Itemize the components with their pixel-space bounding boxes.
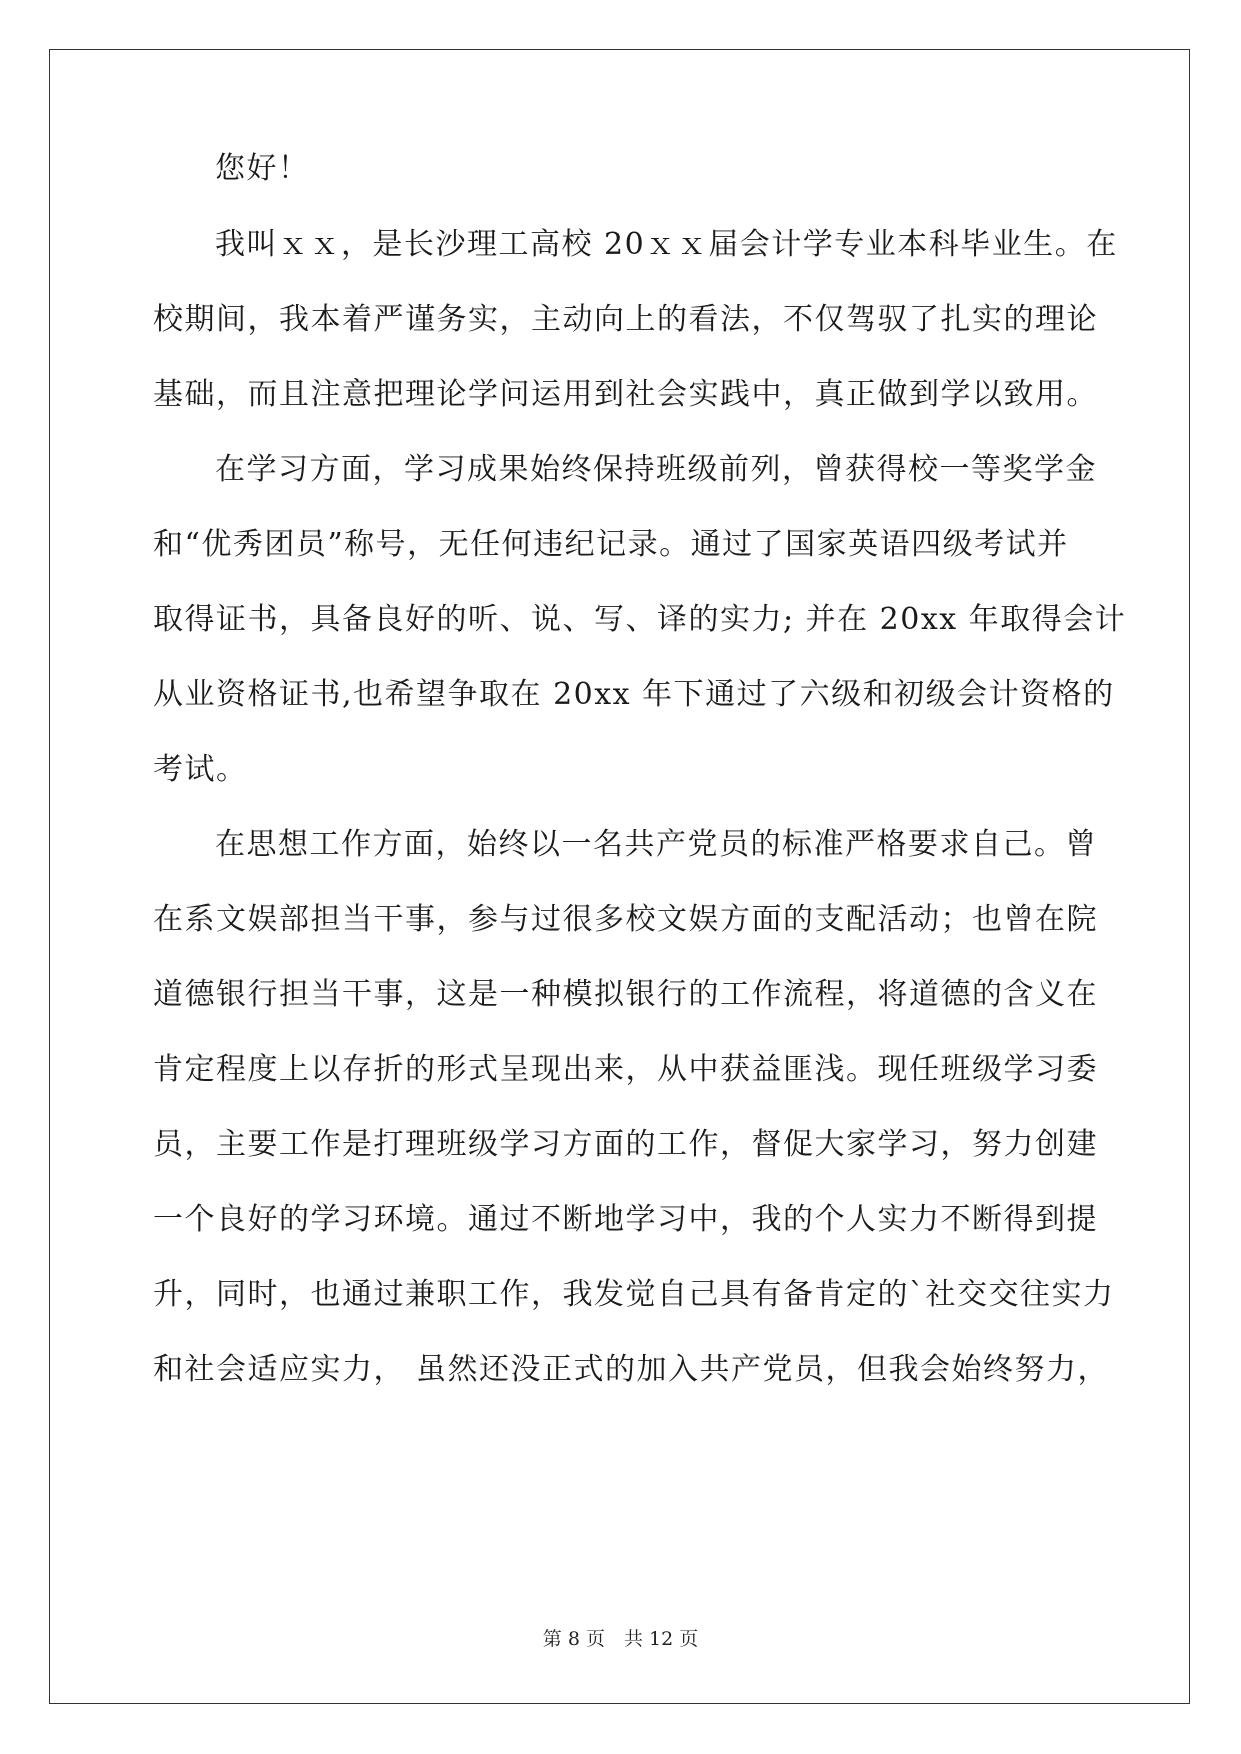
body-line-2: 校期间，我本着严谨务实，主动向上的看法，不仅驾驭了扎实的理论 (153, 302, 1098, 337)
body-line-6: 取得证书，具备良好的听、说、写、译的实力; 并在 20xx 年取得会计 (153, 602, 1127, 637)
body-line-15: 升，同时，也通过兼职工作，我发觉自己具有备肯定的`社交交往实力 (153, 1277, 1115, 1312)
body-line-14: 一个良好的学习环境。通过不断地学习中，我的个人实力不断得到提 (153, 1202, 1098, 1237)
page-number-footer: 第 8 页 共 12 页 (542, 1628, 699, 1650)
body-line-5: 和“优秀团员”称号，无任何违纪记录。通过了国家英语四级考试并 (153, 527, 1069, 562)
body-line-16: 和社会适应实力， 虽然还没正式的加入共产党员，但我会始终努力， (153, 1352, 1110, 1387)
body-line-10: 在系文娱部担当干事，参与过很多校文娱方面的支配活动；也曾在院 (153, 902, 1098, 937)
body-line-11: 道德银行担当干事，这是一种模拟银行的工作流程，将道德的含义在 (153, 977, 1098, 1012)
body-line-13: 员，主要工作是打理班级学习方面的工作，督促大家学习，努力创建 (153, 1127, 1098, 1162)
body-line-12: 肯定程度上以存折的形式呈现出来，从中获益匪浅。现任班级学习委 (153, 1052, 1098, 1087)
body-line-1: 我叫ｘｘ，是长沙理工高校 20ｘｘ届会计学专业本科毕业生。在 (215, 227, 1118, 262)
page-border (49, 49, 1190, 1704)
body-line-4: 在学习方面，学习成果始终保持班级前列，曾获得校一等奖学金 (215, 452, 1097, 487)
body-line-9: 在思想工作方面，始终以一名共产党员的标准严格要求自己。曾 (215, 827, 1097, 862)
body-line-7: 从业资格证书,也希望争取在 20xx 年下通过了六级和初级会计资格的 (153, 677, 1115, 712)
body-line-3: 基础，而且注意把理论学问运用到社会实践中，真正做到学以致用。 (153, 377, 1098, 412)
greeting-line: 您好！ (215, 151, 310, 186)
body-line-8: 考试。 (153, 752, 248, 787)
